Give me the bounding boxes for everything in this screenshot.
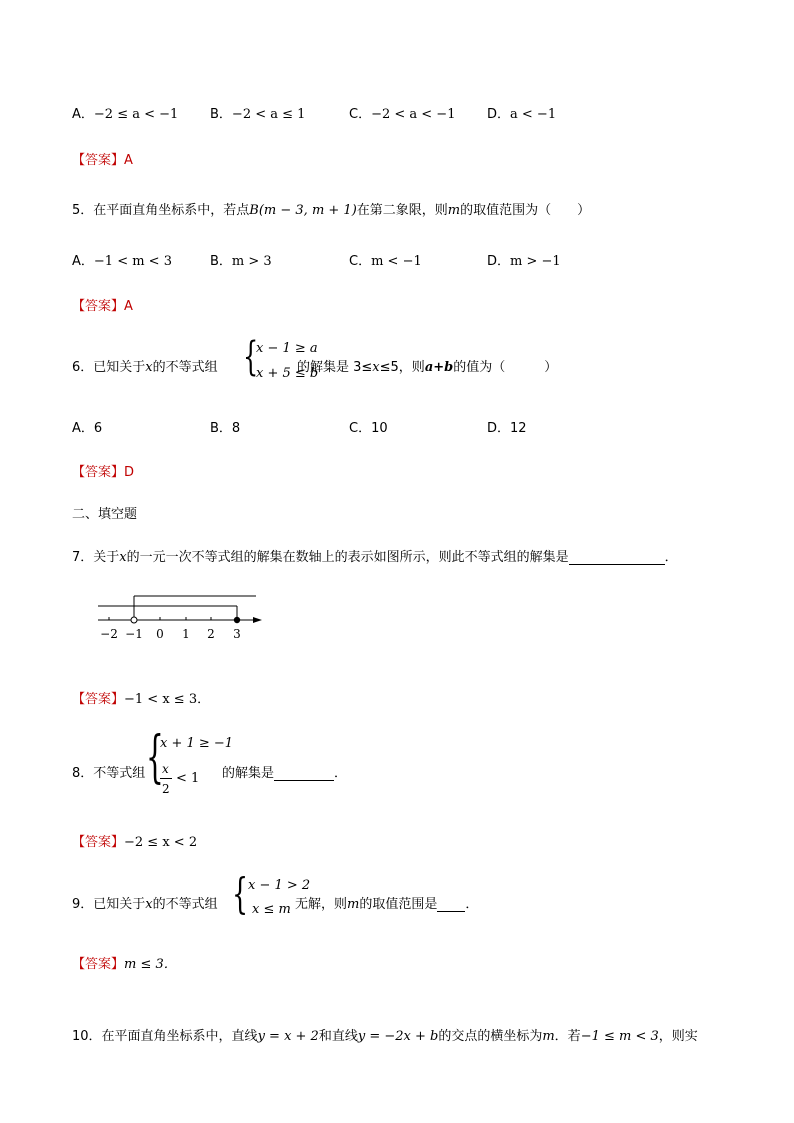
- number-line-figure: [90, 588, 270, 644]
- system-line-1: x − 1 > 2: [248, 878, 311, 893]
- stem-text: 的取值范围是: [359, 897, 438, 912]
- question-number: 8．: [72, 766, 94, 781]
- question-number: 5．: [72, 203, 94, 218]
- answer-label: 【答案】: [72, 835, 125, 850]
- stem-text: 在第二象限，则: [356, 203, 448, 218]
- left-brace: {: [232, 869, 249, 918]
- option-letter: C．: [349, 421, 372, 436]
- tick-label: −1: [125, 627, 143, 641]
- option-letter: A．: [72, 107, 94, 122]
- expr-a-plus-b: a+b: [424, 360, 454, 375]
- option-expr: −2 ≤ a < −1: [93, 107, 179, 122]
- option-d[interactable]: [487, 103, 556, 122]
- condition-expr: −1 ≤ m < 3: [580, 1029, 659, 1044]
- stem-text: 关于: [93, 550, 120, 565]
- stem-text: 不等式组: [93, 766, 146, 781]
- left-brace: {: [146, 725, 164, 790]
- answer-value: D: [124, 465, 135, 480]
- option-a[interactable]: [72, 417, 102, 436]
- fraction-bar: [160, 778, 172, 779]
- answer-label: 【答案】: [72, 299, 125, 314]
- q10-stem: [72, 1025, 698, 1044]
- answer-value: m ≤ 3．: [124, 957, 177, 972]
- option-letter: A．: [72, 254, 94, 269]
- option-letter: D．: [487, 254, 511, 269]
- question-number: 9．: [72, 897, 94, 912]
- q6-answer: [72, 461, 134, 480]
- tick-label: 0: [156, 627, 164, 641]
- stem-text: 的解集是: [222, 766, 275, 781]
- q6-stem-part1: [72, 356, 218, 375]
- section-heading: 二、填空题: [72, 507, 138, 522]
- stem-text: 在平面直角坐标系中，直线: [101, 1029, 258, 1044]
- answer-value: A: [124, 299, 133, 314]
- q8-stem-part2: [222, 762, 347, 781]
- fraction-denominator: 2: [162, 782, 170, 796]
- q7-stem: [72, 546, 678, 565]
- tick-label: 2: [207, 627, 215, 641]
- q9-stem-part2: [295, 893, 478, 912]
- q6-stem-part2: [297, 356, 557, 375]
- option-c[interactable]: [349, 250, 422, 269]
- option-b[interactable]: [210, 250, 272, 269]
- answer-label: 【答案】: [72, 692, 125, 707]
- option-d[interactable]: [487, 417, 527, 436]
- var-m: m: [542, 1029, 555, 1044]
- filled-circle-point: [234, 617, 240, 623]
- point-expr: B(m − 3, m + 1): [249, 203, 357, 218]
- answer-blank[interactable]: [569, 550, 665, 565]
- tick-label: 3: [233, 627, 241, 641]
- tick-label: 1: [182, 627, 190, 641]
- system-line-1: x + 1 ≥ −1: [160, 736, 234, 751]
- stem-text: ．: [334, 766, 348, 781]
- option-c[interactable]: [349, 417, 388, 436]
- option-expr: a < −1: [510, 107, 557, 122]
- option-expr: 10: [371, 421, 388, 436]
- option-expr: −2 < a < −1: [371, 107, 456, 122]
- answer-blank[interactable]: [437, 897, 465, 912]
- q8-answer: [72, 831, 197, 850]
- stem-text: 在平面直角坐标系中，若点: [93, 203, 250, 218]
- stem-text: 的不等式组: [152, 897, 218, 912]
- answer-value: −2 ≤ x < 2: [124, 835, 198, 850]
- option-expr: 8: [231, 421, 241, 436]
- option-expr: m < −1: [371, 254, 422, 269]
- option-expr: −1 < m < 3: [93, 254, 172, 269]
- var-m: m: [447, 203, 461, 218]
- var-m: m: [347, 897, 360, 912]
- option-d[interactable]: [487, 250, 561, 269]
- q9-stem-part1: [72, 893, 218, 912]
- stem-text: 的一元一次不等式组的解集在数轴上的表示如图所示，则此不等式组的解集是: [126, 550, 569, 565]
- left-brace: {: [243, 334, 259, 380]
- stem-text: 的交点的横坐标为: [438, 1029, 543, 1044]
- fraction-numerator: x: [162, 762, 169, 776]
- option-expr: 6: [93, 421, 103, 436]
- option-a[interactable]: [72, 103, 178, 122]
- stem-text: 的不等式组: [152, 360, 218, 375]
- system-line-1: x − 1 ≥ a: [256, 341, 318, 356]
- question-number: 7．: [72, 550, 94, 565]
- option-expr: −2 < a ≤ 1: [231, 107, 306, 122]
- option-expr: m > −1: [510, 254, 561, 269]
- answer-value: A: [124, 153, 133, 168]
- stem-text: ．: [664, 550, 678, 565]
- question-number: 10．: [72, 1029, 102, 1044]
- stem-text: 的值为（ ）: [453, 360, 558, 375]
- stem-text: ．: [465, 897, 479, 912]
- option-letter: B．: [210, 421, 232, 436]
- stem-text: 的解集是 3≤: [297, 360, 373, 375]
- option-letter: B．: [210, 254, 232, 269]
- stem-text: ≤5，则: [379, 360, 425, 375]
- answer-label: 【答案】: [72, 957, 125, 972]
- answer-blank[interactable]: [274, 766, 334, 781]
- option-letter: D．: [487, 421, 511, 436]
- system-line-2: x ≤ m: [252, 902, 291, 917]
- open-circle-point: [131, 617, 137, 623]
- option-letter: D．: [487, 107, 511, 122]
- option-expr: m > 3: [231, 254, 272, 269]
- q5-answer: [72, 295, 133, 314]
- option-b[interactable]: [210, 103, 305, 122]
- line-equation-1: y = x + 2: [257, 1029, 319, 1044]
- var-x: x: [145, 360, 153, 375]
- option-letter: C．: [349, 254, 372, 269]
- question-number: 6．: [72, 360, 94, 375]
- tick-label: −2: [100, 627, 118, 641]
- var-x: x: [372, 360, 380, 375]
- option-letter: A．: [72, 421, 94, 436]
- answer-value: −1 < x ≤ 3．: [124, 692, 211, 707]
- axis-arrow-icon: [253, 617, 262, 623]
- answer-label: 【答案】: [72, 465, 125, 480]
- q8-stem-part1: [72, 762, 145, 781]
- q4-answer: [72, 149, 133, 168]
- stem-text: ．若: [554, 1029, 581, 1044]
- option-b[interactable]: [210, 417, 240, 436]
- stem-text: 和直线: [318, 1029, 358, 1044]
- q7-answer: [72, 688, 210, 707]
- stem-text: 已知关于: [93, 360, 146, 375]
- option-letter: B．: [210, 107, 232, 122]
- stem-text: 已知关于: [93, 897, 146, 912]
- option-expr: 12: [510, 421, 527, 436]
- var-x: x: [119, 550, 127, 565]
- system-line-2: x + 5 ≤ b: [256, 366, 319, 381]
- answer-label: 【答案】: [72, 153, 125, 168]
- option-letter: C．: [349, 107, 372, 122]
- stem-text: ，则实: [658, 1029, 698, 1044]
- var-x: x: [145, 897, 153, 912]
- q5-stem: [72, 199, 590, 218]
- option-c[interactable]: [349, 103, 455, 122]
- stem-text: 无解，则: [295, 897, 348, 912]
- q9-answer: [72, 953, 177, 972]
- option-a[interactable]: [72, 250, 172, 269]
- stem-text: 的取值范围为（ ）: [460, 203, 591, 218]
- system-line-2: < 1: [176, 771, 200, 786]
- line-equation-2: y = −2x + b: [357, 1029, 439, 1044]
